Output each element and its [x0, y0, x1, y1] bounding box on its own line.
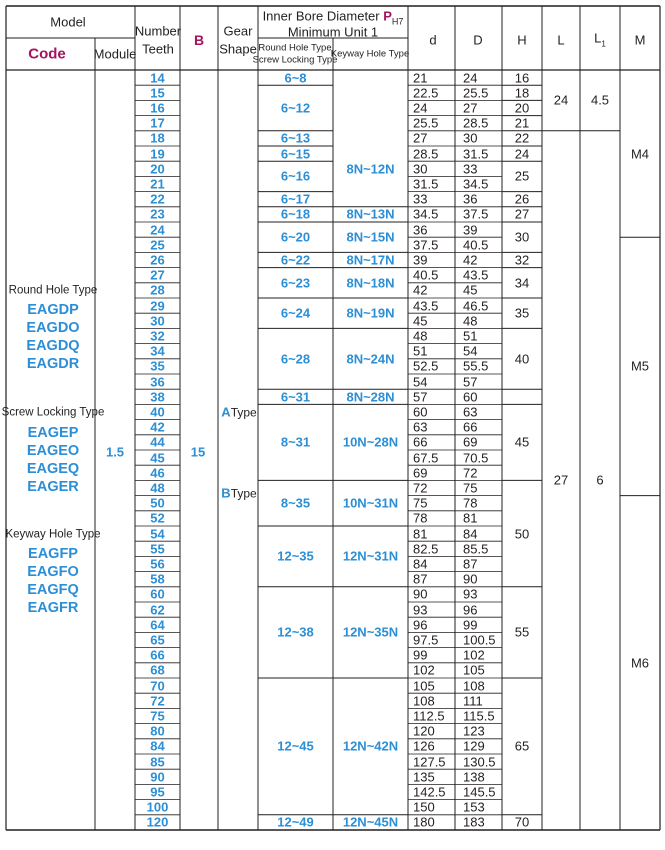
teeth-cell: 66: [150, 647, 165, 663]
d-cell: 66: [413, 434, 428, 450]
h-cell: 40: [514, 351, 530, 367]
h-cell: 27: [514, 206, 530, 222]
d-cell: 105: [413, 678, 435, 694]
d-cell: 39: [413, 252, 428, 268]
teeth-cell: 35: [150, 358, 165, 374]
D-cell: 48: [463, 313, 478, 329]
D-cell: 42: [463, 252, 478, 268]
d-cell: 84: [413, 556, 428, 572]
code-eager: EAGER: [27, 478, 79, 495]
h-cell: 18: [514, 85, 530, 101]
header-M: M: [634, 32, 646, 48]
keyway-cell: 8N~19N: [346, 305, 395, 321]
d-cell: 99: [413, 647, 428, 663]
d-cell: 25.5: [413, 115, 439, 131]
round-hole-cell: 6~20: [280, 229, 311, 245]
teeth-cell: 64: [150, 617, 165, 633]
teeth-cell: 27: [150, 267, 165, 283]
D-cell: 69: [463, 434, 478, 450]
round-hole-cell: 12~45: [277, 738, 314, 754]
header-b: B: [193, 32, 205, 48]
gear-shape-b: [221, 487, 256, 500]
round-hole-cell: 12~49: [277, 814, 314, 830]
keyway-cell: 8N~15N: [346, 229, 395, 245]
d-cell: 67.5: [413, 450, 439, 466]
h-cell: 22: [514, 130, 530, 146]
teeth-cell: 40: [150, 404, 165, 420]
teeth-cell: 50: [150, 495, 165, 511]
d-cell: 82.5: [413, 541, 439, 557]
D-cell: 99: [463, 617, 478, 633]
d-cell: 180: [413, 814, 435, 830]
header-screw-locking-type: Screw Locking Type: [252, 54, 338, 66]
d-cell: 45: [413, 313, 428, 329]
round-hole-cell: 6~22: [280, 252, 311, 268]
d-cell: 43.5: [413, 298, 439, 314]
keyway-cell: 12N~42N: [342, 738, 399, 754]
D-cell: 45: [463, 282, 478, 298]
b-value: 15: [190, 444, 206, 460]
round-hole-cell: 6~28: [280, 351, 311, 367]
teeth-cell: 36: [150, 374, 165, 390]
D-cell: 72: [463, 465, 478, 481]
gear-shape-b-letter: B: [221, 485, 231, 501]
D-cell: 36: [463, 191, 478, 207]
d-cell: 31.5: [413, 176, 439, 192]
round-hole-cell: 6~24: [280, 305, 311, 321]
teeth-cell: 30: [150, 313, 165, 329]
teeth-cell: 55: [150, 541, 165, 557]
teeth-cell: 16: [150, 100, 165, 116]
teeth-cell: 15: [150, 85, 165, 101]
D-cell: 153: [463, 799, 485, 815]
code-eagdq: EAGDQ: [26, 337, 80, 354]
d-cell: 22.5: [413, 85, 439, 101]
header-model: Model: [50, 14, 86, 30]
D-cell: 123: [463, 723, 485, 739]
d-cell: 33: [413, 191, 428, 207]
code-eageo: EAGEO: [26, 442, 80, 459]
header-D: D: [473, 32, 483, 48]
header-L1: [594, 32, 606, 49]
round-hole-cell: 6~12: [280, 100, 311, 116]
h-cell: 65: [514, 738, 530, 754]
teeth-cell: 46: [150, 465, 165, 481]
teeth-cell: 95: [150, 784, 165, 800]
d-cell: 150: [413, 799, 435, 815]
h-cell: 32: [514, 252, 530, 268]
d-cell: 120: [413, 723, 435, 739]
teeth-cell: 23: [150, 206, 165, 222]
D-cell: 145.5: [463, 784, 496, 800]
header-number-teeth-line1: Number: [134, 23, 182, 39]
keyway-cell: 12N~45N: [342, 814, 399, 830]
teeth-cell: 65: [150, 632, 165, 648]
d-cell: 37.5: [413, 237, 439, 253]
teeth-cell: 24: [150, 222, 165, 238]
header-minimum-unit: Minimum Unit 1: [287, 24, 379, 40]
teeth-cell: 100: [146, 799, 169, 815]
round-hole-cell: 8~31: [280, 434, 311, 450]
h-cell: 20: [514, 100, 530, 116]
D-cell: 31.5: [463, 146, 489, 162]
D-cell: 115.5: [463, 708, 495, 724]
D-cell: 63: [463, 404, 478, 420]
keyway-cell: 10N~31N: [342, 495, 399, 511]
l1-cell: 4.5: [590, 92, 610, 108]
header-code: Code: [28, 45, 66, 63]
d-cell: 81: [413, 526, 428, 542]
teeth-cell: 72: [150, 693, 165, 709]
teeth-cell: 70: [150, 678, 165, 694]
d-cell: 90: [413, 586, 428, 602]
D-cell: 100.5: [463, 632, 496, 648]
m-cell: M6: [630, 655, 650, 671]
keyway-cell: 12N~35N: [342, 624, 399, 640]
D-cell: 43.5: [463, 267, 489, 283]
teeth-cell: 62: [150, 602, 165, 618]
d-cell: 57: [413, 389, 428, 405]
teeth-cell: 45: [150, 450, 165, 466]
teeth-cell: 56: [150, 556, 165, 572]
h-cell: 55: [514, 624, 530, 640]
round-hole-cell: 6~8: [284, 70, 307, 86]
D-cell: 130.5: [463, 754, 496, 770]
d-cell: 51: [413, 343, 428, 359]
teeth-cell: 20: [150, 161, 165, 177]
header-keyway-hole-type: Keyway Hole Type: [330, 48, 410, 60]
teeth-cell: 22: [150, 191, 165, 207]
d-cell: 60: [413, 404, 428, 420]
gear-shape-a-word: Type: [230, 405, 257, 420]
d-cell: 63: [413, 419, 428, 435]
code-eagdr: EAGDR: [26, 355, 80, 372]
round-hole-cell: 6~18: [280, 206, 311, 222]
header-L1-text: L: [594, 30, 602, 46]
m-cell: M4: [630, 146, 650, 162]
teeth-cell: 28: [150, 282, 165, 298]
d-cell: 108: [413, 693, 435, 709]
teeth-cell: 90: [150, 769, 165, 785]
header-number-teeth-line2: Teeth: [142, 41, 174, 57]
D-cell: 85.5: [463, 541, 489, 557]
round-hole-cell: 6~31: [280, 389, 311, 405]
d-cell: 69: [413, 465, 428, 481]
teeth-cell: 120: [146, 814, 169, 830]
d-cell: 102: [413, 662, 435, 678]
header-L: L: [557, 32, 565, 48]
keyway-cell: 8N~18N: [346, 275, 395, 291]
h-cell: 35: [514, 305, 530, 321]
d-cell: 28.5: [413, 146, 439, 162]
D-cell: 75: [463, 480, 478, 496]
h-cell: 16: [514, 70, 530, 86]
d-cell: 42: [413, 282, 428, 298]
d-cell: 72: [413, 480, 428, 496]
d-cell: 142.5: [413, 784, 446, 800]
code-eagdo: EAGDO: [26, 319, 80, 336]
header-gear-shape-line1: Gear: [223, 23, 253, 39]
D-cell: 102: [463, 647, 485, 663]
D-cell: 40.5: [463, 237, 489, 253]
round-hole-cell: 6~16: [280, 168, 311, 184]
d-cell: 112.5: [413, 708, 445, 724]
m-cell: M5: [630, 358, 650, 374]
D-cell: 84: [463, 526, 478, 542]
header-inner-bore-tol: H7: [391, 16, 404, 27]
D-cell: 93: [463, 586, 478, 602]
code-eagfr: EAGFR: [27, 599, 79, 616]
teeth-cell: 84: [150, 738, 165, 754]
round-hole-cell: 6~15: [280, 146, 311, 162]
teeth-cell: 58: [150, 571, 165, 587]
code-eagep: EAGEP: [27, 424, 79, 441]
module-value: 1.5: [105, 444, 125, 460]
teeth-cell: 44: [150, 434, 165, 450]
h-cell: 70: [514, 814, 530, 830]
keyway-cell: 8N~12N: [346, 161, 395, 177]
teeth-cell: 52: [150, 510, 165, 526]
d-cell: 54: [413, 374, 428, 390]
gear-shape-a: [221, 406, 256, 419]
D-cell: 34.5: [463, 176, 489, 192]
d-cell: 34.5: [413, 206, 439, 222]
D-cell: 33: [463, 161, 478, 177]
d-cell: 135: [413, 769, 435, 785]
group-title-screw-locking: Screw Locking Type: [1, 406, 105, 419]
d-cell: 52.5: [413, 358, 439, 374]
D-cell: 87: [463, 556, 478, 572]
d-cell: 93: [413, 602, 428, 618]
round-hole-cell: 8~35: [280, 495, 311, 511]
code-eageq: EAGEQ: [26, 460, 80, 477]
header-gear-shape-line2: Shape: [219, 41, 257, 57]
D-cell: 54: [463, 343, 478, 359]
D-cell: 60: [463, 389, 478, 405]
teeth-cell: 68: [150, 662, 165, 678]
d-cell: 30: [413, 161, 428, 177]
code-eagdp: EAGDP: [27, 301, 79, 318]
D-cell: 70.5: [463, 450, 489, 466]
teeth-cell: 32: [150, 328, 165, 344]
teeth-cell: 14: [150, 70, 165, 86]
h-cell: 30: [514, 229, 530, 245]
header-inner-bore-text: Inner Bore Diameter: [262, 8, 384, 24]
d-cell: 27: [413, 130, 428, 146]
D-cell: 51: [463, 328, 478, 344]
teeth-cell: 48: [150, 480, 165, 496]
teeth-cell: 26: [150, 252, 165, 268]
teeth-cell: 21: [150, 176, 165, 192]
D-cell: 111: [463, 693, 483, 709]
round-hole-cell: 6~23: [280, 275, 311, 291]
teeth-cell: 60: [150, 586, 165, 602]
teeth-cell: 42: [150, 419, 165, 435]
D-cell: 138: [463, 769, 485, 785]
D-cell: 39: [463, 222, 478, 238]
teeth-cell: 80: [150, 723, 165, 739]
h-cell: 34: [514, 275, 530, 291]
D-cell: 108: [463, 678, 485, 694]
d-cell: 21: [413, 70, 428, 86]
d-cell: 36: [413, 222, 428, 238]
D-cell: 46.5: [463, 298, 489, 314]
teeth-cell: 75: [150, 708, 165, 724]
D-cell: 55.5: [463, 358, 489, 374]
D-cell: 37.5: [463, 206, 489, 222]
teeth-cell: 19: [150, 146, 165, 162]
group-title-keyway-hole: Keyway Hole Type: [5, 528, 101, 541]
d-cell: 48: [413, 328, 428, 344]
d-cell: 24: [413, 100, 428, 116]
teeth-cell: 29: [150, 298, 165, 314]
D-cell: 183: [463, 814, 485, 830]
h-cell: 50: [514, 526, 530, 542]
header-L1-sub: 1: [601, 39, 606, 49]
D-cell: 28.5: [463, 115, 489, 131]
D-cell: 96: [463, 602, 478, 618]
keyway-cell: 12N~31N: [342, 548, 399, 564]
l-cell: 27: [553, 472, 569, 488]
gear-shape-a-letter: A: [221, 404, 231, 420]
keyway-cell: 8N~28N: [346, 389, 395, 405]
code-eagfq: EAGFQ: [27, 581, 79, 598]
code-eagfp: EAGFP: [28, 545, 78, 562]
round-hole-cell: 6~13: [280, 130, 311, 146]
teeth-cell: 17: [150, 115, 165, 131]
d-cell: 127.5: [413, 754, 446, 770]
D-cell: 78: [463, 495, 478, 511]
D-cell: 30: [463, 130, 478, 146]
h-cell: 24: [514, 146, 530, 162]
d-cell: 97.5: [413, 632, 439, 648]
D-cell: 90: [463, 571, 478, 587]
header-d: d: [429, 32, 437, 48]
round-hole-cell: 12~35: [277, 548, 314, 564]
header-H: H: [517, 32, 527, 48]
header-round-hole-type: Round Hole Type: [258, 42, 332, 54]
D-cell: 66: [463, 419, 478, 435]
D-cell: 25.5: [463, 85, 489, 101]
group-title-round-hole: Round Hole Type: [8, 284, 98, 297]
round-hole-cell: 12~38: [277, 624, 314, 640]
d-cell: 96: [413, 617, 428, 633]
keyway-cell: 8N~24N: [346, 351, 395, 367]
h-cell: 21: [514, 115, 530, 131]
h-cell: 45: [514, 434, 530, 450]
teeth-cell: 54: [150, 526, 165, 542]
D-cell: 27: [463, 100, 478, 116]
D-cell: 105: [463, 662, 485, 678]
teeth-cell: 85: [150, 754, 165, 770]
header-inner-bore-p: P: [383, 8, 392, 24]
teeth-cell: 38: [150, 389, 165, 405]
D-cell: 81: [463, 510, 478, 526]
header-module: Module: [93, 46, 137, 62]
teeth-cell: 34: [150, 343, 165, 359]
D-cell: 129: [463, 738, 485, 754]
d-cell: 75: [413, 495, 428, 511]
code-eagfo: EAGFO: [27, 563, 79, 580]
round-hole-cell: 6~17: [280, 191, 311, 207]
teeth-cell: 25: [150, 237, 165, 253]
D-cell: 57: [463, 374, 478, 390]
d-cell: 126: [413, 738, 435, 754]
l-cell: 24: [553, 92, 569, 108]
h-cell: 26: [514, 191, 530, 207]
keyway-cell: 8N~13N: [346, 206, 395, 222]
gear-shape-b-word: Type: [230, 486, 257, 501]
keyway-cell: 8N~17N: [346, 252, 395, 268]
d-cell: 87: [413, 571, 428, 587]
d-cell: 78: [413, 510, 428, 526]
h-cell: 25: [514, 168, 530, 184]
teeth-cell: 18: [150, 130, 165, 146]
l1-cell: 6: [596, 472, 604, 488]
keyway-cell: 10N~28N: [342, 434, 399, 450]
D-cell: 24: [463, 70, 478, 86]
d-cell: 40.5: [413, 267, 439, 283]
